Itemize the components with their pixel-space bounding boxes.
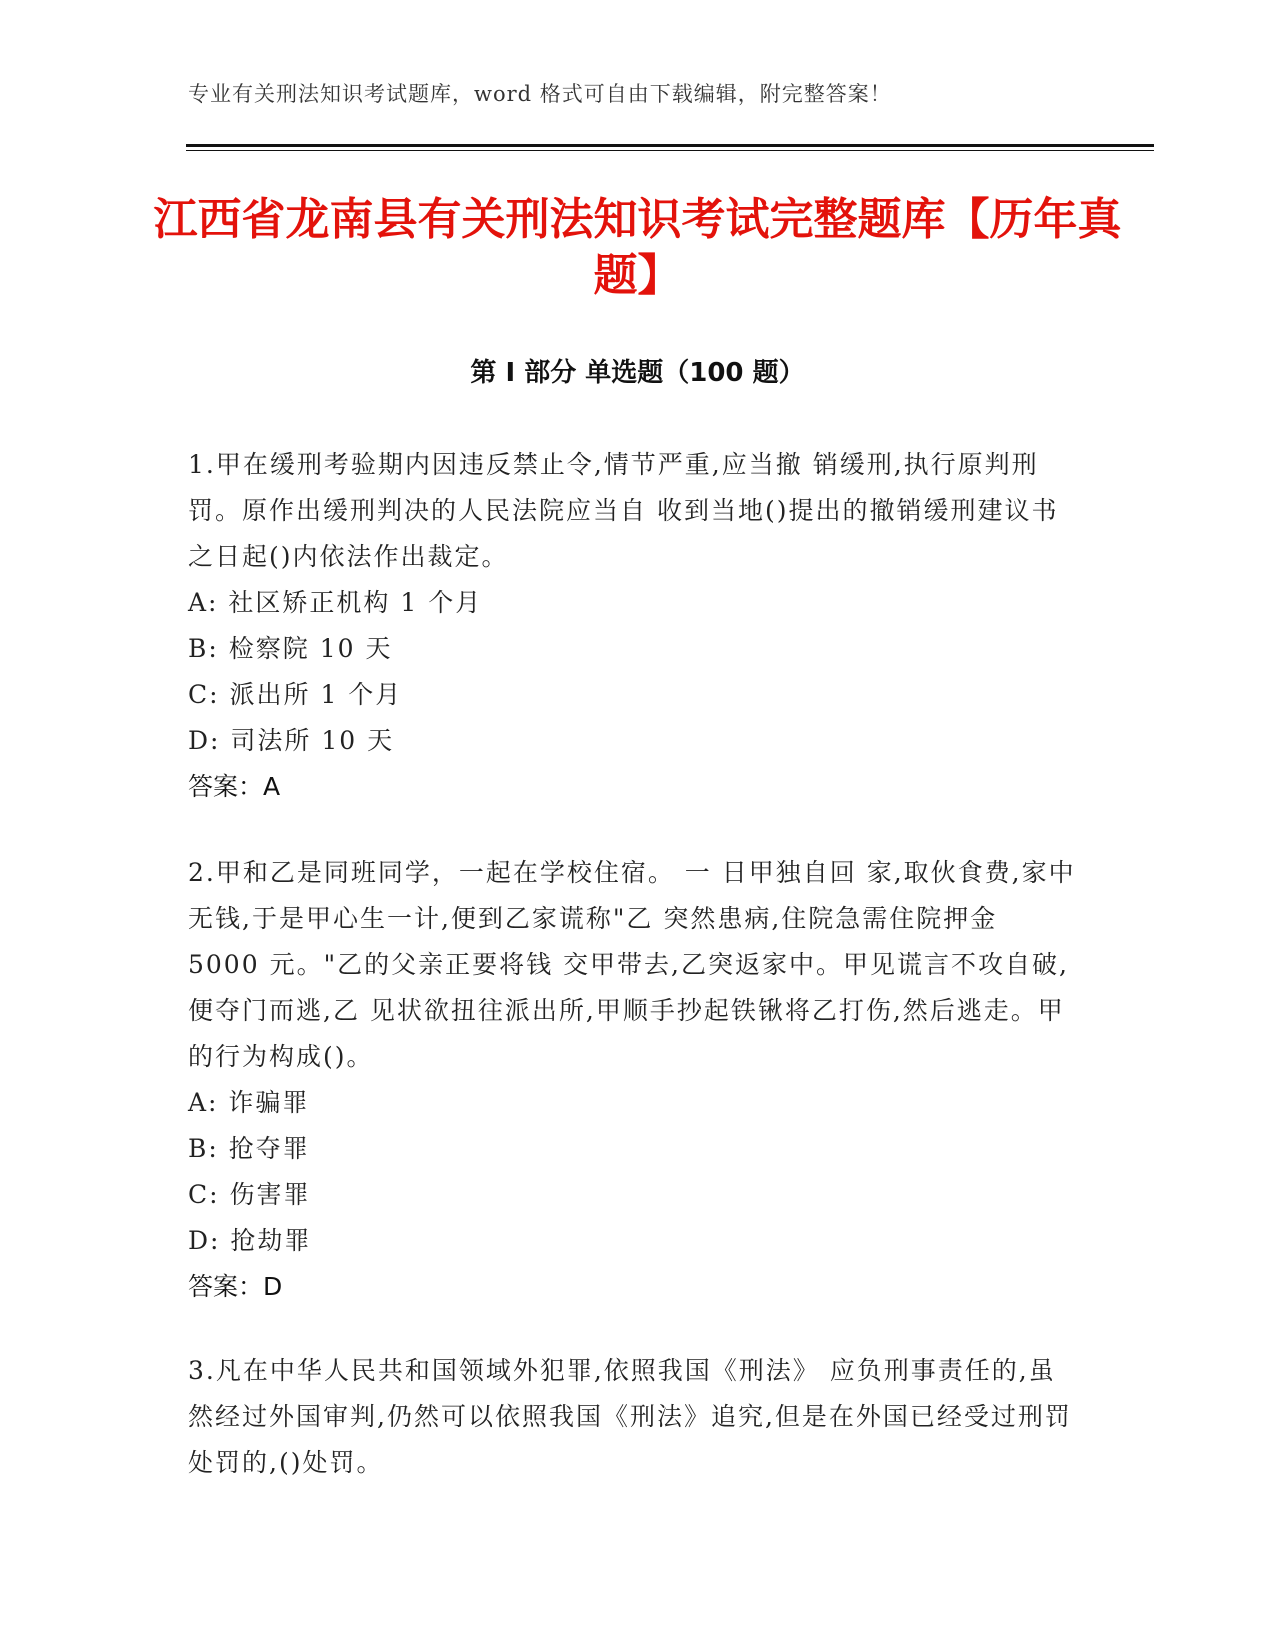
option-c: C: 伤害罪	[188, 1180, 311, 1209]
header-rule-thin	[186, 150, 1154, 151]
question-3	[188, 1348, 1078, 1486]
section-title: 第 I 部分 单选题（100 题）	[470, 358, 805, 388]
question-stem: 3.凡在中华人民共和国领域外犯罪,依照我国《刑法》 应负刑事责任的,虽然经过外国审判,仍然可以依照我国《刑法》追究,但是在外国已经受过刑罚处罚的,()处罚。	[188, 1356, 1072, 1477]
option-a: A: 诈骗罪	[188, 1088, 310, 1117]
question-stem: 2.甲和乙是同班同学，一起在学校住宿。 一 日甲独自回 家,取伙食费,家中无钱,于是甲心生一计,便到乙家谎称"乙 突然患病,住院急需住院押金 5000 元。"乙的父亲正要将钱 交甲带去,乙突返家中。甲见谎言不攻自破,便夺门而逃,乙 见状欲扭往派出所,甲顺手抄起铁锹将乙打伤,然后逃走。甲的行为构成()。	[188, 858, 1076, 1071]
option-c: C: 派出所 1 个月	[188, 680, 403, 709]
question-stem: 1.甲在缓刑考验期内因违反禁止令,情节严重,应当撤 销缓刑,执行原判刑罚。原作出缓刑判决的人民法院应当自 收到当地()提出的撤销缓刑建议书之日起()内依法作出裁定。	[188, 450, 1059, 571]
question-1	[188, 442, 1078, 810]
option-d: D: 司法所 10 天	[188, 726, 395, 755]
option-b: B: 检察院 10 天	[188, 634, 393, 663]
option-b: B: 抢夺罪	[188, 1134, 310, 1163]
answer-line: 答案：D	[188, 1272, 283, 1301]
answer-line: 答案：A	[188, 772, 281, 801]
header-rule-thick	[186, 144, 1154, 147]
header-note: 专业有关刑法知识考试题库，word 格式可自由下载编辑，附完整答案！	[188, 82, 892, 106]
option-a: A: 社区矫正机构 1 个月	[188, 588, 483, 617]
option-d: D: 抢劫罪	[188, 1226, 312, 1255]
question-2	[188, 850, 1078, 1310]
document-title: 江西省龙南县有关刑法知识考试完整题库【历年真题】	[153, 194, 1122, 301]
